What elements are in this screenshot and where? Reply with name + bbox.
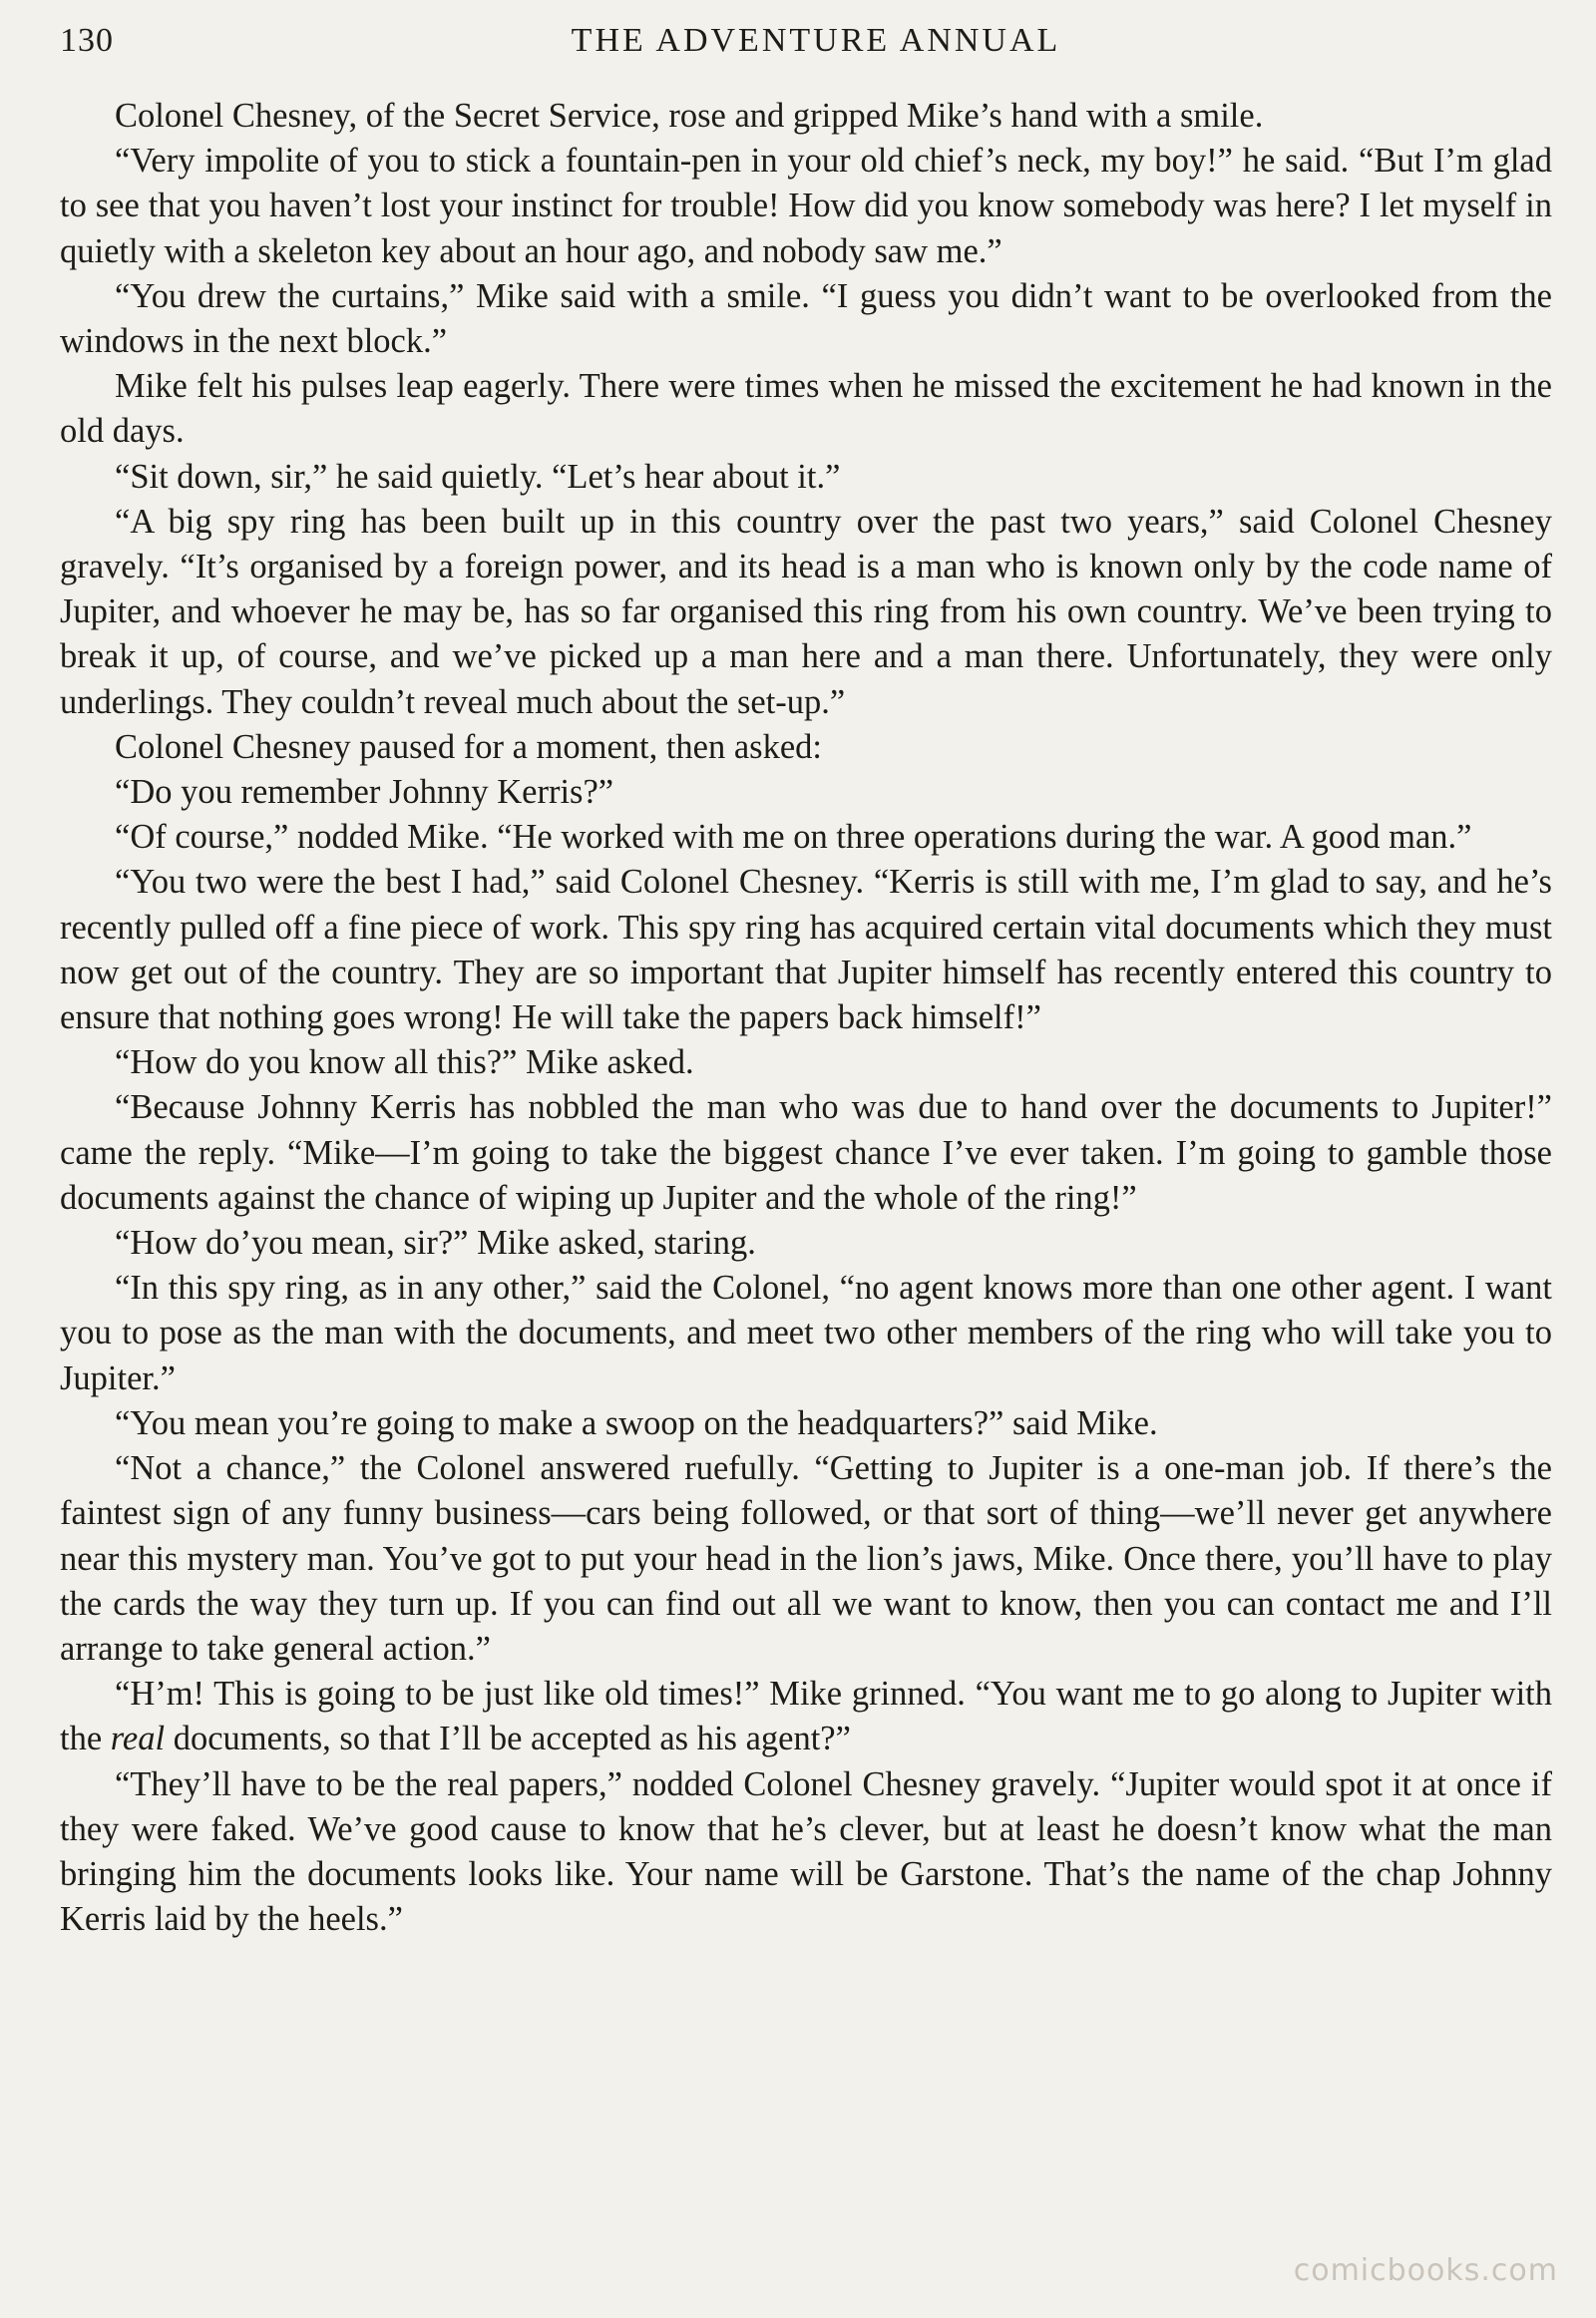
site-watermark: comicbooks.com	[1293, 2253, 1558, 2288]
page-number: 130	[60, 22, 114, 59]
paragraph: “A big spy ring has been built up in this country over the past two years,” said Colonel Chesney gravely. “It’s organised by a foreign power, and its head is a man who is known only by the code name of Jupiter, and whoever he may be, has so far organised this ring from his own country. We’ve been trying to break it up, of course, and we’ve picked up a man here and a man there. Unfortunately, they were only underlings. They couldn’t reveal much about the set-up.”	[60, 502, 1552, 721]
running-title: THE ADVENTURE ANNUAL	[571, 22, 1061, 59]
paragraph: “How do you know all this?” Mike asked.	[115, 1043, 694, 1082]
paragraph: “They’ll have to be the real papers,” nodded Colonel Chesney gravely. “Jupiter would spot it at once if they were faked. We’ve good cause to know that he’s clever, but at least he doesn’t know what the man bringing him the documents looks like. Your name will be Garstone. That’s the name of the chap Johnny Kerris laid by the heels.”	[60, 1764, 1552, 1939]
paragraph: “In this spy ring, as in any other,” said the Colonel, “no agent knows more than one other agent. I want you to pose as the man with the documents, and meet two other members of the ring who will take you to Jupiter.”	[60, 1269, 1552, 1397]
paragraph-real-documents	[60, 1672, 1552, 1761]
paragraph: “Very impolite of you to stick a fountain-pen in your old chief’s neck, my boy!” he said. “But I’m glad to see that you haven’t lost your instinct for trouble! How did you know somebody was here? I let myself in quietly with a skeleton key about an hour ago, and nobody saw me.”	[60, 142, 1552, 270]
paragraph: Mike felt his pulses leap eagerly. There were times when he missed the excitement he had known in the old days.	[60, 367, 1552, 451]
paragraph: “Of course,” nodded Mike. “He worked with me on three operations during the war. A good man.”	[115, 818, 1472, 857]
paragraph: Colonel Chesney paused for a moment, then asked:	[115, 727, 823, 766]
paragraph: “Sit down, sir,” he said quietly. “Let’s hear about it.”	[115, 457, 841, 496]
paragraph: “You drew the curtains,” Mike said with a smile. “I guess you didn’t want to be overlooked from the windows in the next block.”	[60, 276, 1552, 361]
paragraph: Colonel Chesney, of the Secret Service, rose and gripped Mike’s hand with a smile.	[115, 97, 1264, 135]
running-head	[60, 22, 1552, 72]
paragraph: “How do’you mean, sir?” Mike asked, staring.	[115, 1224, 756, 1263]
paragraph: “Do you remember Johnny Kerris?”	[115, 773, 614, 812]
story-text	[60, 94, 1552, 1942]
paragraph: “Not a chance,” the Colonel answered ruefully. “Getting to Jupiter is a one-man job. If there’s the faintest sign of any funny business—cars being followed, or that sort of thing—we’ll never get anywhere near this mystery man. You’ve got to put your head in the lion’s jaws, Mike. Once there, you’ll have to play the cards the way they turn up. If you can find out all we want to know, then you can contact me and I’ll arrange to take general action.”	[60, 1449, 1552, 1668]
text-run: documents, so that I’ll be accepted as his agent?”	[165, 1720, 851, 1758]
paragraph: “You mean you’re going to make a swoop on the headquarters?” said Mike.	[115, 1403, 1158, 1442]
book-page	[60, 22, 1552, 2286]
text-run: “H’m! This is going to be just like old times!” Mike grinned. “You want me to go along to Jupiter with the	[60, 1675, 1552, 1758]
paragraph: “You two were the best I had,” said Colonel Chesney. “Kerris is still with me, I’m glad to say, and he’s recently pulled off a fine piece of work. This spy ring has acquired certain vital documents which they must now get out of the country. They are so important that Jupiter himself has recently entered this country to ensure that nothing goes wrong! He will take the papers back himself!”	[60, 863, 1552, 1037]
paragraph: “Because Johnny Kerris has nobbled the man who was due to hand over the documents to Jupiter!” came the reply. “Mike—I’m going to take the biggest chance I’ve ever taken. I’m going to gamble those documents against the chance of wiping up Jupiter and the whole of the ring!”	[60, 1088, 1552, 1217]
emphasis-real: real	[110, 1720, 166, 1758]
